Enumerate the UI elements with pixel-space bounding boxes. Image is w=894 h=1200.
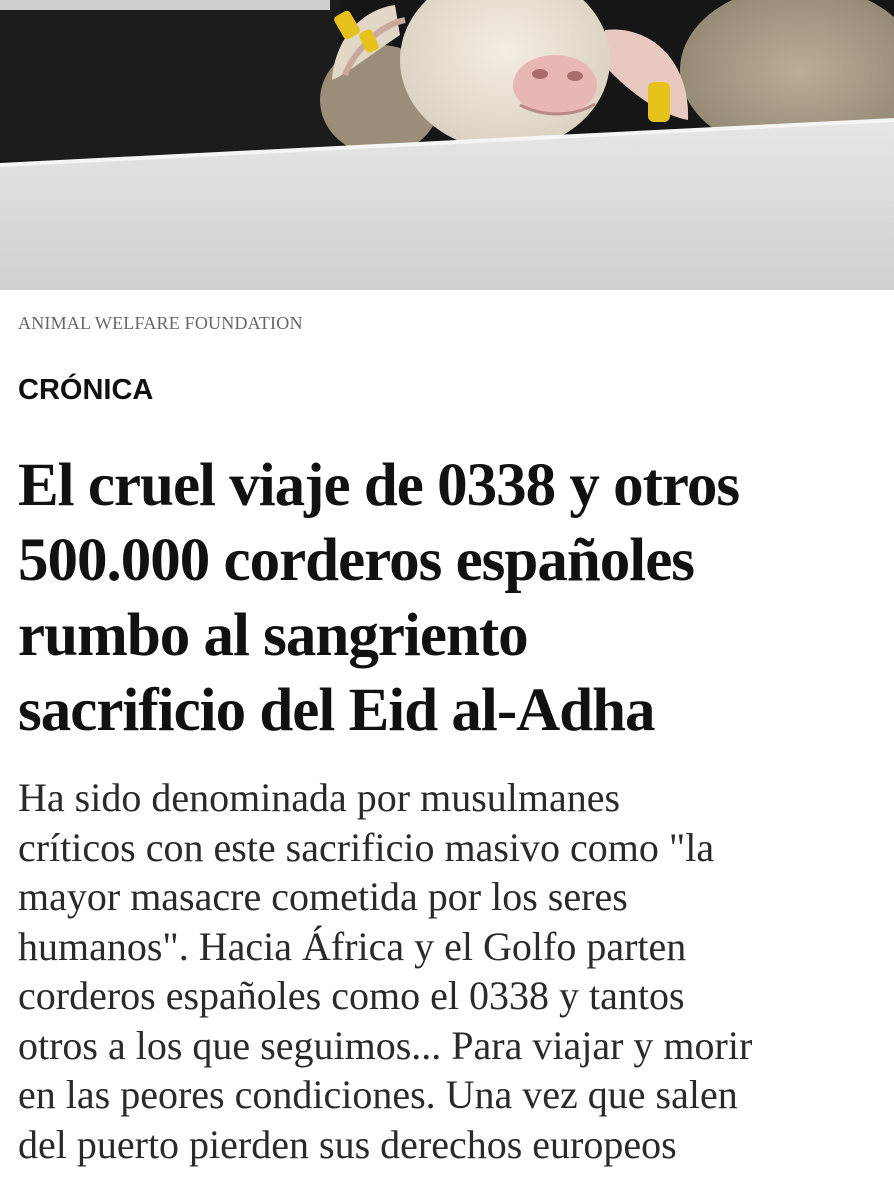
headline-line: rumbo al sangriento (18, 602, 528, 669)
standfirst-line: corderos españoles como el 0338 y tantos (18, 973, 685, 1018)
hero-image (0, 0, 894, 290)
standfirst-line: mayor masacre cometida por los seres (18, 874, 628, 919)
headline-line: sacrificio del Eid al-Adha (18, 677, 655, 744)
section-label[interactable]: CRÓNICA (18, 374, 154, 406)
lamb-photo-icon (0, 0, 894, 290)
article-standfirst (18, 773, 888, 1169)
standfirst-line: críticos con este sacrificio masivo como "la (18, 824, 715, 870)
standfirst-line: en las peores condiciones. Una vez que salen (18, 1072, 738, 1117)
headline-line: 500.000 corderos españoles (18, 527, 695, 594)
standfirst-line: humanos". Hacia África y el Golfo parten (18, 923, 687, 969)
article-headline[interactable] (18, 448, 888, 748)
standfirst-line: otros a los que seguimos... Para viajar y morir (18, 1022, 753, 1068)
image-credit: ANIMAL WELFARE FOUNDATION (18, 313, 303, 333)
standfirst-line: Ha sido denominada por musulmanes (18, 775, 621, 820)
headline-line: El cruel viaje de 0338 y otros (18, 452, 740, 519)
standfirst-line: del puerto pierden sus derechos europeos (18, 1121, 677, 1167)
